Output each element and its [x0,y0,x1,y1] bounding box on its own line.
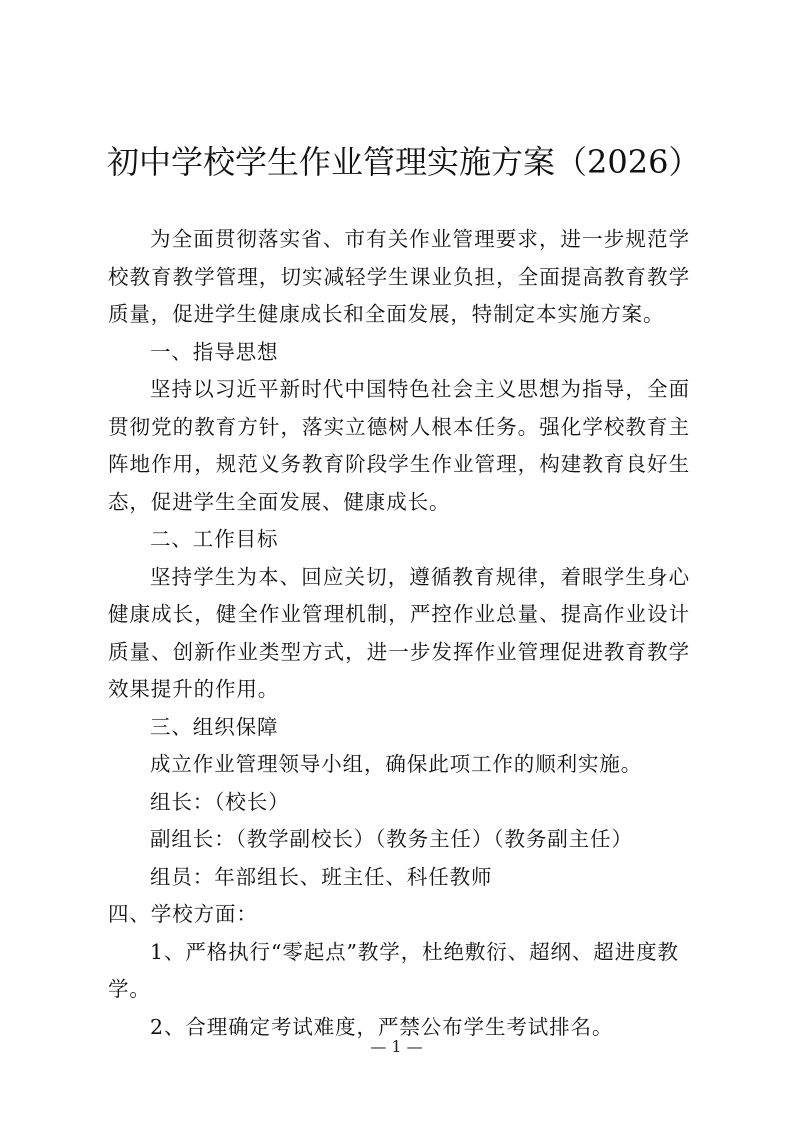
document-body [108,221,690,1046]
group-leader-line: 组长：（校长） [150,789,290,814]
section-heading-school: 四、学校方面： [108,902,258,926]
page-number: — 1 — [370,1037,423,1056]
section-heading-organization: 三、组织保障 [150,714,279,739]
intro-paragraph: 为全面贯彻落实省、市有关作业管理要求，进一步规范学校教育教学管理，切实减轻学生课业负担，全面提高教育教学质量，促进学生健康成长和全面发展，特制定本实施方案。 [108,227,690,326]
organization-paragraph: 成立作业管理领导小组，确保此项工作的顺利实施。 [150,752,643,776]
work-goals-paragraph: 坚持学生为本、回应关切，遵循教育规律，着眼学生身心健康成长，健全作业管理机制，严控作业总量、提高作业设计质量、创新作业类型方式，进一步发挥作业管理促进教育教学效果提升的作用。 [108,564,690,701]
guiding-ideology-paragraph: 坚持以习近平新时代中国特色社会主义思想为指导，全面贯彻党的教育方针，落实立德树人根本任务。强化学校教育主阵地作用，规范义务教育阶段学生作业管理，构建教育良好生态，促进学生全面发展、健康成长。 [108,377,690,514]
deputy-leader-line: 副组长：（教学副校长）（教务主任）（教务副主任） [150,827,633,851]
document-title: 初中学校学生作业管理实施方案（2026） [107,143,701,181]
school-item-2: 2、合理确定考试难度，严禁公布学生考试排名。 [150,1014,614,1039]
group-members-line: 组员：年部组长、班主任、科任教师 [150,864,493,889]
section-heading-work-goals: 二、工作目标 [150,527,279,551]
school-item-1: 1、严格执行“零起点”教学，杜绝敷衍、超纲、超进度教学。 [108,939,679,1001]
section-heading-guiding-ideology: 一、指导思想 [150,339,279,364]
